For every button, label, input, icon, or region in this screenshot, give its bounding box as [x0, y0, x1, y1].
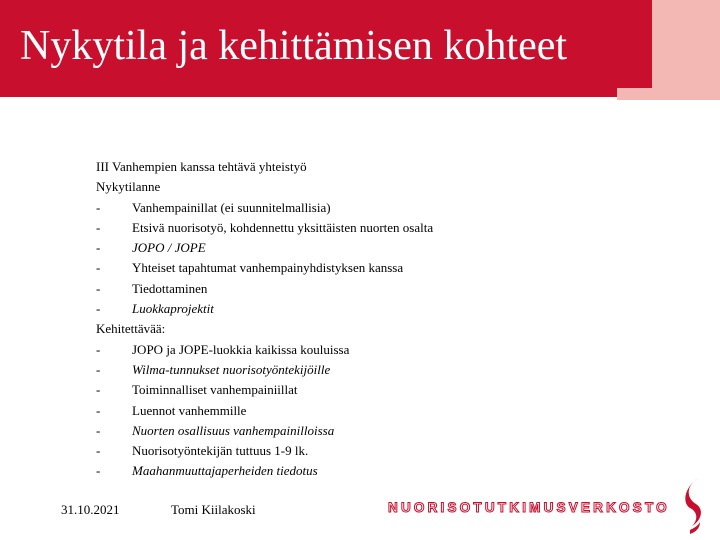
list-item: - Nuorten osallisuus vanhempainilloissa	[96, 421, 616, 441]
footer-author: Tomi Kiilakoski	[171, 502, 256, 517]
bullet-dash: -	[96, 402, 101, 418]
list-item: - JOPO / JOPE	[96, 238, 616, 258]
footer-date: 31.10.2021	[61, 502, 120, 517]
logo-wordmark: NUORISOTUTKIMUSVERKOSTO	[388, 500, 670, 515]
list-item: - JOPO ja JOPE-luokkia kaikissa kouluissa	[96, 340, 616, 360]
list-item: - Luokkaprojektit	[96, 299, 616, 319]
bullet-dash: -	[96, 260, 101, 276]
title-accent	[652, 0, 720, 97]
section-heading: III Vanhempien kanssa tehtävä yhteistyö	[96, 159, 307, 174]
list-item: - Toiminnalliset vanhempainiillat	[96, 380, 616, 400]
list-item: - Etsivä nuorisotyö, kohdennettu yksittäisten nuorten osalta	[96, 218, 616, 238]
organization-logo	[388, 476, 713, 536]
title-accent-strip	[617, 88, 720, 100]
bullet-dash: -	[96, 301, 101, 317]
slide-title: Nykytila ja kehittämisen kohteet	[20, 23, 568, 69]
development-label: Kehitettävää:	[96, 321, 166, 337]
list-item: - Nuorisotyöntekijän tuttuus 1-9 lk.	[96, 441, 616, 461]
bullet-dash: -	[96, 422, 101, 438]
bullet-dash: -	[96, 199, 101, 215]
list-item: - Luennot vanhemmille	[96, 401, 616, 421]
list-item: - Tiedottaminen	[96, 279, 616, 299]
list-item: - Wilma-tunnukset nuorisotyöntekijöille	[96, 360, 616, 380]
bullet-dash: -	[96, 240, 101, 256]
bullet-dash: -	[96, 463, 101, 479]
bullet-dash: -	[96, 219, 101, 235]
bullet-dash: -	[96, 443, 101, 459]
slide-content	[96, 157, 616, 482]
bullet-dash: -	[96, 280, 101, 296]
bullet-dash: -	[96, 341, 101, 357]
logo-swirl-icon	[678, 476, 708, 536]
bullet-dash: -	[96, 382, 101, 398]
bullet-dash: -	[96, 361, 101, 377]
list-item: - Maahanmuuttajaperheiden tiedotus	[96, 461, 616, 481]
current-state-label: Nykytilanne	[96, 179, 161, 195]
list-item: - Vanhempainillat (ei suunnitelmallisia)	[96, 198, 616, 218]
list-item: - Yhteiset tapahtumat vanhempainyhdistyksen kanssa	[96, 258, 616, 278]
